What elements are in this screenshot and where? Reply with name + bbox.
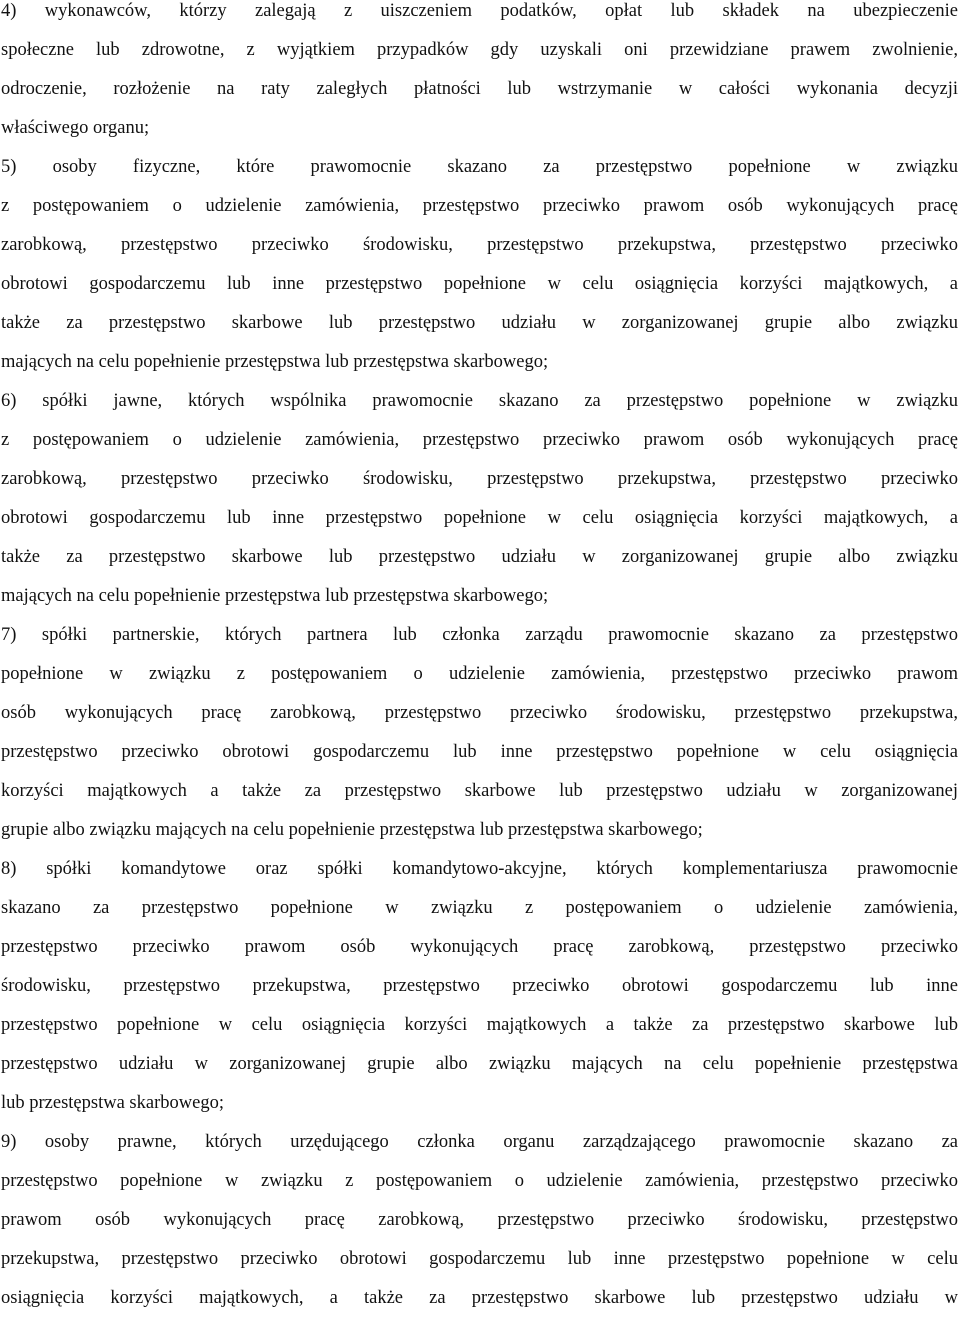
- text-line: obrotowi gospodarczemu lub inne przestępstwo popełnione w celu osiągnięcia korzyści majątkowych, a: [1, 274, 958, 294]
- text-line: 9) osoby prawne, których urzędującego członka organu zarządzającego prawomocnie skazano za: [1, 1132, 958, 1152]
- text-line: korzyści majątkowych a także za przestępstwo skarbowe lub przestępstwo udziału w zorganizowanej: [1, 781, 958, 801]
- text-line: skazano za przestępstwo popełnione w związku z postępowaniem o udzielenie zamówienia,: [1, 898, 958, 918]
- text-line: z postępowaniem o udzielenie zamówienia, przestępstwo przeciwko prawom osób wykonujących pracę: [1, 430, 958, 450]
- text-line: 4) wykonawców, którzy zalegają z uiszczeniem podatków, opłat lub składek na ubezpieczenie: [1, 1, 958, 21]
- text-line: osób wykonujących pracę zarobkową, przestępstwo przeciwko środowisku, przestępstwo przekupstwa,: [1, 703, 958, 723]
- text-line: zarobkową, przestępstwo przeciwko środowisku, przestępstwo przekupstwa, przestępstwo przeciwko: [1, 469, 958, 489]
- text-line: przestępstwo przeciwko obrotowi gospodarczemu lub inne przestępstwo popełnione w celu osiągnięcia: [1, 742, 958, 762]
- text-line: 6) spółki jawne, których wspólnika prawomocnie skazano za przestępstwo popełnione w związku: [1, 391, 958, 411]
- text-line: lub przestępstwa skarbowego;: [1, 1093, 224, 1113]
- text-line: przestępstwo przeciwko prawom osób wykonujących pracę zarobkową, przestępstwo przeciwko: [1, 937, 958, 957]
- text-line: przestępstwo popełnione w celu osiągnięcia korzyści majątkowych a także za przestępstwo skarbowe lub: [1, 1015, 958, 1035]
- text-line: środowisku, przestępstwo przekupstwa, przestępstwo przeciwko obrotowi gospodarczemu lub inne: [1, 976, 958, 996]
- text-line: przekupstwa, przestępstwo przeciwko obrotowi gospodarczemu lub inne przestępstwo popełnione w celu: [1, 1249, 958, 1269]
- text-line: właściwego organu;: [1, 118, 150, 138]
- text-line: przestępstwo udziału w zorganizowanej grupie albo związku mających na celu popełnienie przestępstwa: [1, 1054, 958, 1074]
- text-line: popełnione w związku z postępowaniem o udzielenie zamówienia, przestępstwo przeciwko prawom: [1, 664, 958, 684]
- text-line: 8) spółki komandytowe oraz spółki komandytowo-akcyjne, których komplementariusza prawomocnie: [1, 859, 958, 879]
- text-line: mających na celu popełnienie przestępstwa lub przestępstwa skarbowego;: [1, 352, 549, 372]
- text-line: obrotowi gospodarczemu lub inne przestępstwo popełnione w celu osiągnięcia korzyści majątkowych, a: [1, 508, 958, 528]
- text-line: z postępowaniem o udzielenie zamówienia, przestępstwo przeciwko prawom osób wykonujących pracę: [1, 196, 958, 216]
- text-line: odroczenie, rozłożenie na raty zaległych płatności lub wstrzymanie w całości wykonania decyzji: [1, 79, 958, 99]
- text-line: osiągnięcia korzyści majątkowych, a także za przestępstwo skarbowe lub przestępstwo udziału w: [1, 1288, 958, 1308]
- text-line: społeczne lub zdrowotne, z wyjątkiem przypadków gdy uzyskali oni przewidziane prawem zwolnienie,: [1, 40, 958, 60]
- text-line: 5) osoby fizyczne, które prawomocnie skazano za przestępstwo popełnione w związku: [1, 157, 958, 177]
- text-line: przestępstwo popełnione w związku z postępowaniem o udzielenie zamówienia, przestępstwo przeciwko: [1, 1171, 958, 1191]
- text-line: 7) spółki partnerskie, których partnera lub członka zarządu prawomocnie skazano za przestępstwo: [1, 625, 958, 645]
- text-line: prawom osób wykonujących pracę zarobkową, przestępstwo przeciwko środowisku, przestępstwo: [1, 1210, 958, 1230]
- text-line: także za przestępstwo skarbowe lub przestępstwo udziału w zorganizowanej grupie albo związku: [1, 547, 958, 567]
- text-line: grupie albo związku mających na celu popełnienie przestępstwa lub przestępstwa skarbowego;: [1, 820, 703, 840]
- text-line: także za przestępstwo skarbowe lub przestępstwo udziału w zorganizowanej grupie albo związku: [1, 313, 958, 333]
- text-line: zarobkową, przestępstwo przeciwko środowisku, przestępstwo przekupstwa, przestępstwo przeciwko: [1, 235, 958, 255]
- text-line: mających na celu popełnienie przestępstwa lub przestępstwa skarbowego;: [1, 586, 549, 606]
